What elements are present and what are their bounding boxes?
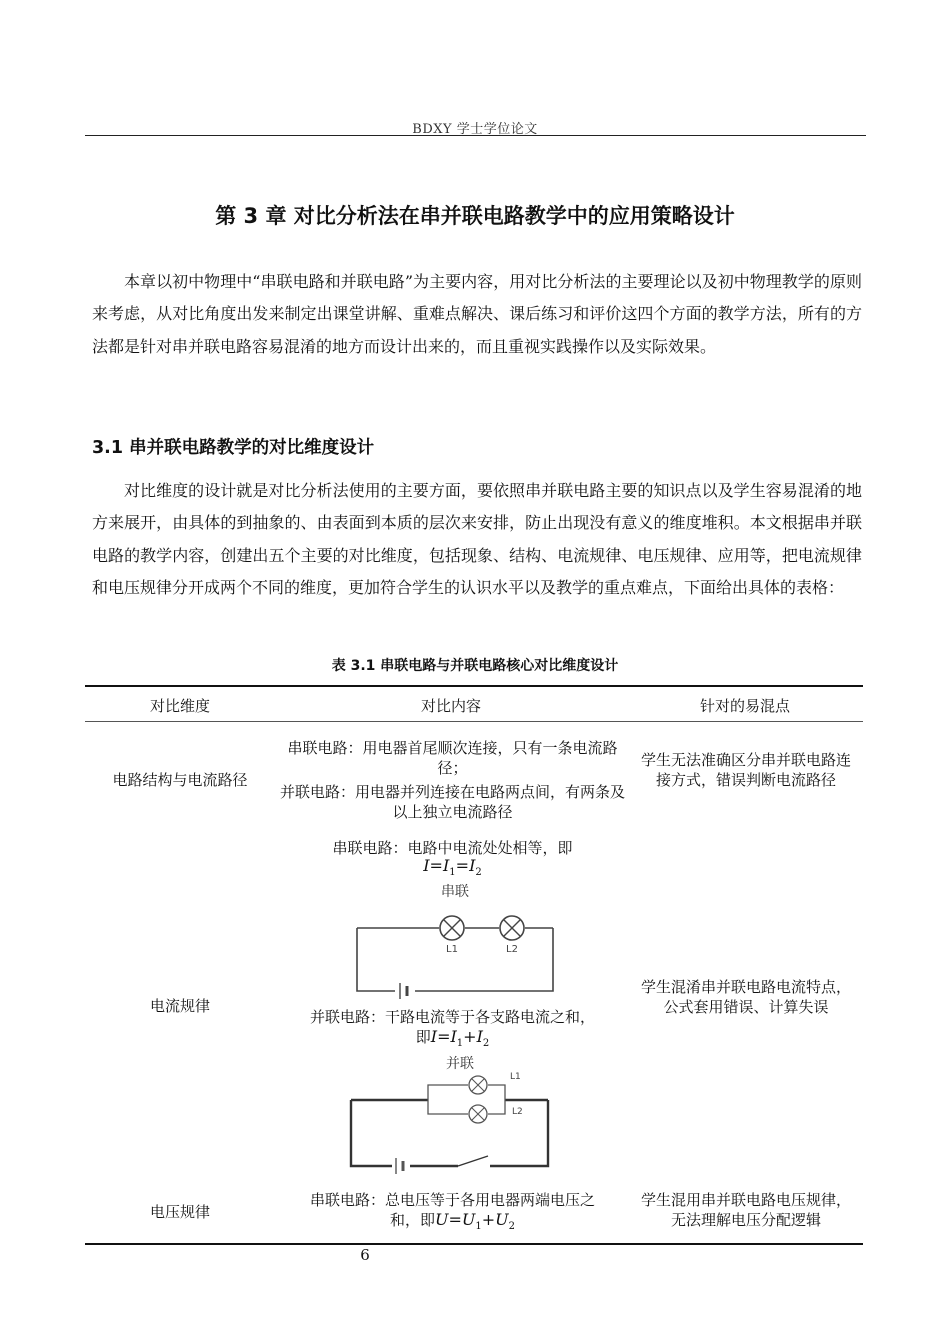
parallel-circuit-diagram — [340, 1052, 565, 1174]
page-number: 6 — [360, 1246, 370, 1264]
parallel-lamp-l2-label: L2 — [512, 1107, 523, 1117]
parallel-lamp-l2 — [469, 1105, 487, 1123]
parallel-lamp-l1 — [469, 1076, 487, 1094]
table-caption: 表 3.1 串联电路与并联电路核心对比维度设计 — [331, 658, 619, 674]
series-lamp-l2 — [500, 916, 524, 940]
row3-confusion: 学生混用串并联电路电压规律，无法理解电压分配逻辑 — [640, 1191, 851, 1229]
parallel-diagram-title: 并联 — [446, 1056, 474, 1072]
table-header-rule — [85, 721, 863, 722]
row3-formula: $U=U_1+U_2$ — [435, 1210, 516, 1233]
row2-series-text: 串联电路：电路中电流处处相等，即 — [332, 839, 573, 857]
row1-content-series: 串联电路：用电器首尾顺次连接，只有一条电流路径； — [287, 739, 618, 777]
row3-formula-line — [280, 1210, 625, 1237]
table-header-dimension: 对比维度 — [149, 697, 210, 715]
row2-confusion: 学生混淆串并联电路电流特点，公式套用错误、计算失误 — [640, 978, 851, 1016]
series-lamp-l2-label: L2 — [506, 944, 518, 955]
table-top-rule — [85, 685, 863, 687]
series-circuit-diagram — [345, 878, 565, 1003]
running-header: BDXY 学士学位论文 — [412, 122, 538, 137]
row1-dimension: 电路结构与电流路径 — [112, 771, 248, 789]
row2-parallel-text: 并联电路：干路电流等于各支路电流之和， — [309, 1008, 595, 1026]
row3-dimension: 电压规律 — [149, 1203, 210, 1221]
header-rule — [85, 135, 866, 136]
row2-parallel-formula-line — [280, 1027, 625, 1054]
series-lamp-l1 — [440, 916, 464, 940]
row2-parallel-formula: $I=I_1+I_2$ — [430, 1027, 490, 1050]
section-title: 3.1 串并联电路教学的对比维度设计 — [92, 438, 375, 458]
row3-series-text2: 和，即 — [389, 1211, 435, 1229]
table-header-content: 对比内容 — [420, 697, 481, 715]
row1-confusion: 学生无法准确区分串并联电路连接方式，错误判断电流路径 — [640, 751, 851, 789]
series-lamp-l1-label: L1 — [446, 944, 458, 955]
parallel-lamp-l1-label: L1 — [510, 1072, 521, 1082]
intro-paragraph: 本章以初中物理中“串联电路和并联电路”为主要内容，用对比分析法的主要理论以及初中物理教学的原则来考虑，从对比角度出发来制定出课堂讲解、重难点解决、课后练习和评价这四个方面的教学方法，所有的方法都是针对串并联电路容易混淆的地方而设计出来的，而且重视实践操作以及实际效果。 — [92, 272, 862, 356]
row2-dimension: 电流规律 — [149, 997, 210, 1015]
row2-series-formula: $I=I_1=I_2$ — [423, 856, 482, 879]
row2-parallel-prefix: 即 — [415, 1028, 431, 1046]
section-paragraph: 对比维度的设计就是对比分析法使用的主要方面，要依照串并联电路主要的知识点以及学生容易混淆的地方来展开，由具体的到抽象的、由表面到本质的层次来安排，防止出现没有意义的维度堆积。本文根据串并联电路的教学内容，创建出五个主要的对比维度，包括现象、结构、电流规律、电压规律、应用等，把电流规律和电压规律分开成两个不同的维度，更加符合学生的认识水平以及教学的重点难点，下面给出具体的表格： — [92, 481, 862, 598]
table-bottom-rule — [85, 1243, 863, 1245]
table-header-confusion: 针对的易混点 — [699, 697, 790, 715]
series-diagram-title: 串联 — [441, 884, 469, 900]
chapter-title: 第 3 章 对比分析法在串并联电路教学中的应用策略设计 — [215, 204, 735, 228]
row3-series-text: 串联电路：总电压等于各用电器两端电压之 — [309, 1191, 595, 1209]
row1-content-parallel: 并联电路：用电器并列连接在电路两点间，有两条及以上独立电流路径 — [280, 783, 626, 821]
